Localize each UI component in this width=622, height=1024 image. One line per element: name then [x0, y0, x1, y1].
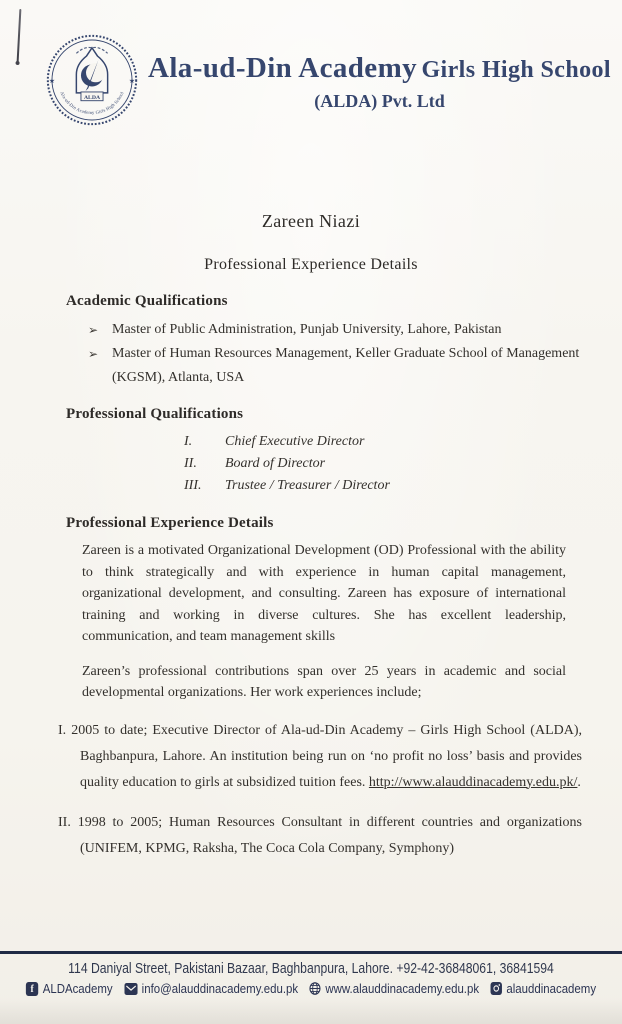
person-name: Zareen Niazi [261, 211, 361, 231]
list-item-text: Master of Human Resources Management, Keller Graduate School of Management (KGSM), Atlanta, USA [112, 346, 580, 385]
experience-paragraph: Zareen’s professional contributions span over 25 years in academic and social developmental organizations. Her work experiences include; [82, 663, 566, 700]
letterhead-footer [0, 951, 622, 996]
entry-text: 2005 to date; Executive Director of Ala-ud-Din Academy – Girls High School (ALDA), Baghbanpura, Lahore. An institution being run on ‘no profit no loss’ basis and provides quality education to girls at subsidized tuition fees. [71, 722, 583, 790]
globe-icon [310, 982, 321, 995]
list-item [66, 318, 582, 342]
professional-qualifications-list [184, 431, 582, 497]
list-item-numeral: III. [184, 478, 202, 493]
arrow-bullet-icon: ➢ [88, 323, 99, 337]
document-title: Professional Experience Details [204, 256, 418, 273]
facebook-handle: ALDAcademy [42, 981, 113, 996]
website-contact [310, 981, 480, 996]
list-item-text: Master of Public Administration, Punjab University, Lahore, Pakistan [112, 322, 502, 337]
document-body [58, 293, 583, 876]
instagram-handle: alauddinacademy [506, 981, 597, 996]
website-address: www.alauddinacademy.edu.pk [325, 981, 480, 996]
experience-paragraph: Zareen is a motivated Organizational Development (OD) Professional with the ability to think strategically and with experience in human capital management, organizational development, and consulting. Zareen has exposure of international training and working in diverse cultures. She has excellent leadership, communication, and team management skills [82, 543, 566, 644]
website-link[interactable]: http://www.alauddinacademy.edu.pk/ [368, 774, 578, 790]
footer-contact-row [30, 981, 597, 996]
experience-entry [58, 810, 582, 862]
entry-text: 1998 to 2005; Human Resources Consultant in different countries and organizations (UNIFEM, KPMG, Raksha, The Coca Cola Company, Symphony) [77, 814, 582, 856]
svg-text:ALDA: ALDA [83, 94, 101, 101]
list-item [66, 342, 582, 390]
facebook-contact [26, 981, 113, 996]
footer-divider [0, 951, 622, 954]
logo-crescent-and-pen [81, 60, 105, 91]
list-item [184, 475, 582, 497]
svg-text:★: ★ [128, 76, 136, 85]
scan-shadow [0, 998, 622, 1024]
entry-suffix: . [577, 774, 581, 790]
instagram-icon [491, 982, 502, 995]
school-name-secondary: Girls High School [421, 57, 611, 83]
school-title-block [148, 52, 611, 112]
facebook-icon: f [26, 982, 38, 996]
school-subtitle: (ALDA) Pvt. Ltd [314, 91, 445, 111]
list-item-text: Trustee / Treasurer / Director [225, 478, 390, 493]
envelope-icon [124, 983, 137, 995]
list-item-numeral: II. [184, 456, 197, 471]
experience-heading: Professional Experience Details [66, 515, 274, 531]
school-name-main: Ala-ud-Din Academy [148, 52, 418, 84]
school-logo [46, 34, 138, 126]
list-item-text: Chief Executive Director [225, 434, 365, 449]
letterhead [46, 34, 611, 126]
logo-alda-label [81, 92, 103, 101]
list-item-text: Board of Director [225, 456, 326, 471]
list-item-numeral: I. [184, 434, 193, 449]
email-contact [124, 981, 298, 996]
experience-entry [58, 718, 582, 796]
academic-qualifications-list [66, 318, 582, 390]
entry-numeral: II. [58, 814, 71, 830]
svg-text:★: ★ [48, 76, 56, 85]
footer-address: 114 Daniyal Street, Pakistani Bazaar, Baghbanpura, Lahore. +92-42-36848061, 36841594 [68, 961, 554, 977]
instagram-contact [491, 981, 597, 996]
entry-numeral: I. [58, 722, 67, 738]
arrow-bullet-icon: ➢ [88, 347, 99, 361]
list-item [184, 431, 582, 453]
email-address: info@alauddinacademy.edu.pk [141, 981, 299, 996]
professional-qualifications-heading: Professional Qualifications [66, 406, 244, 422]
logo-ring-text: Ala-ud-Din Academy Girls High School [59, 90, 125, 116]
pen-mark [17, 9, 22, 62]
list-item [184, 453, 582, 475]
academic-qualifications-heading: Academic Qualifications [66, 293, 228, 309]
school-name [148, 52, 611, 89]
